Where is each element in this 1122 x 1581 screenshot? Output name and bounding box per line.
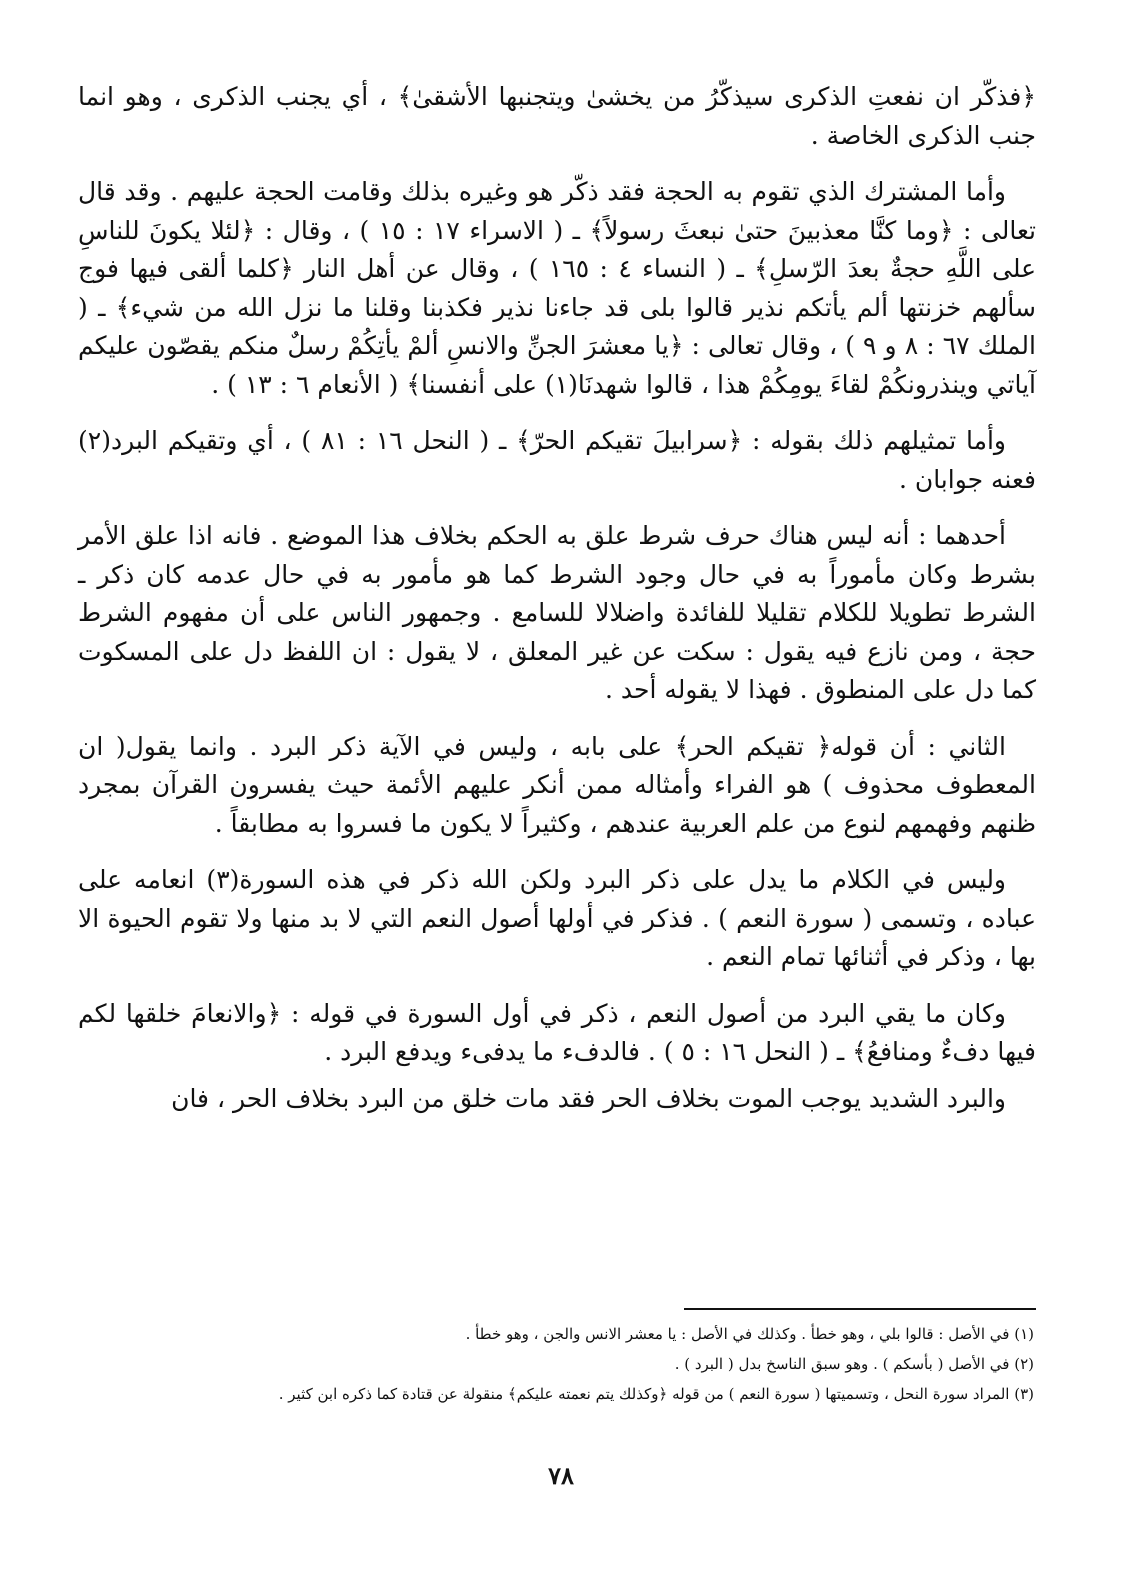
paragraph-5: الثاني : أن قوله﴿ تقيكم الحر﴾ على بابه ، وليس في الآية ذكر البرد . وانما يقول( ان المعطوف محذوف ) هو الفراء وأمثاله ممن أنكر عليهم الأئمة حيث يفسرون القرآن بمجرد ظنهم وفهمهم لنوع من علم العربية عندهم ، وكثيراً لا يكون ما فسروا به مطابقاً . — [78, 731, 1036, 838]
paragraph-3: وأما تمثيلهم ذلك بقوله : ﴿سرابيلَ تقيكم الحرّ﴾ ـ ( النحل ١٦ : ٨١ ) ، أي وتقيكم البرد(٢) فعنه جوابان . — [78, 426, 1036, 494]
footnote-3: (٣) المراد سورة النحل ، وتسميتها ( سورة النعم ) من قوله ﴿وكذلك يتم نعمته عليكم﴾ منقولة عن قتادة كما ذكره ابن كثير . — [278, 1385, 1034, 1403]
paragraph-2: وأما المشترك الذي تقوم به الحجة فقد ذكّر هو وغيره بذلك وقامت الحجة عليهم . وقد قال تعالى : ﴿وما كنَّا معذبينَ حتىٰ نبعثَ رسولاً﴾ ـ ( الاسراء ١٧ : ١٥ ) ، وقال : ﴿لئلا يكونَ للناسِ على اللَّهِ حجةٌ بعدَ الرّسلِ﴾ ـ ( النساء ٤ : ١٦٥ ) ، وقال عن أهل النار ﴿كلما ألقى فيها فوج سألهم خزنتها ألم يأتكم نذير قالوا بلى قد جاءنا نذير فكذبنا وقلنا ما نزل الله من شيء﴾ ـ ( الملك ٦٧ : ٨ و ٩ ) ، وقال تعالى : ﴿يا معشرَ الجنِّ والانسِ ألمْ يأتِكُمْ رسلٌ منكم يقصّون عليكم آياتي وينذرونكُمْ لقاءَ يومِكُمْ هذا ، قالوا شهدنَا(١) على أنفسنا﴾ ( الأنعام ٦ : ١٣ ) . — [78, 177, 1037, 399]
page-number: ٧٨ — [548, 1461, 574, 1490]
paragraph-8: والبرد الشديد يوجب الموت بخلاف الحر فقد مات خلق من البرد بخلاف الحر ، فان — [171, 1083, 1006, 1113]
paragraph-6: وليس في الكلام ما يدل على ذكر البرد ولكن الله ذكر في هذه السورة(٣) انعامه على عباده ، وتسمى ( سورة النعم ) . فذكر في أولها أصول النعم التي لا بد منها ولا تقوم الحيوة الا بها ، وذكر في أثنائها تمام النعم . — [78, 865, 1036, 971]
main-text — [78, 78, 1036, 1118]
paragraph-1: ﴿فذكّر ان نفعتِ الذكرى سيذكّرُ من يخشىٰ ويتجنبها الأشقىٰ﴾ ، أي يجنب الذكرى ، وهو انما جنب الذكرى الخاصة . — [78, 82, 1036, 150]
footnote-1: (١) في الأصل : قالوا بلي ، وهو خطأ . وكذلك في الأصل : يا معشر الانس والجن ، وهو خطأ . — [465, 1325, 1034, 1343]
footnotes — [90, 1322, 1034, 1412]
footnote-separator — [684, 1308, 1036, 1310]
paragraph-4: أحدهما : أنه ليس هناك حرف شرط علق به الحكم بخلاف هذا الموضع . فانه اذا علق الأمر بشرط وكان مأموراً به في حال وجود الشرط كما هو مأمور به في حال عدمه كان ذكر ـ الشرط تطويلا للكلام تقليلا للفائدة واضلالا للسامع . وجمهور الناس على أن مفهوم الشرط حجة ، ومن نازع فيه يقول : سكت عن غير المعلق ، لا يقول : ان اللفظ دل على المسكوت كما دل على المنطوق . فهذا لا يقوله أحد . — [78, 521, 1036, 704]
footnote-2: (٢) في الأصل ( بأسكم ) . وهو سبق الناسخ بدل ( البرد ) . — [674, 1355, 1034, 1373]
paragraph-7: وكان ما يقي البرد من أصول النعم ، ذكر في أول السورة في قوله : ﴿والانعامَ خلقها لكم فيها دفءٌ ومنافعُ﴾ ـ ( النحل ١٦ : ٥ ) . فالدفء ما يدفىء ويدفع البرد . — [78, 998, 1036, 1066]
